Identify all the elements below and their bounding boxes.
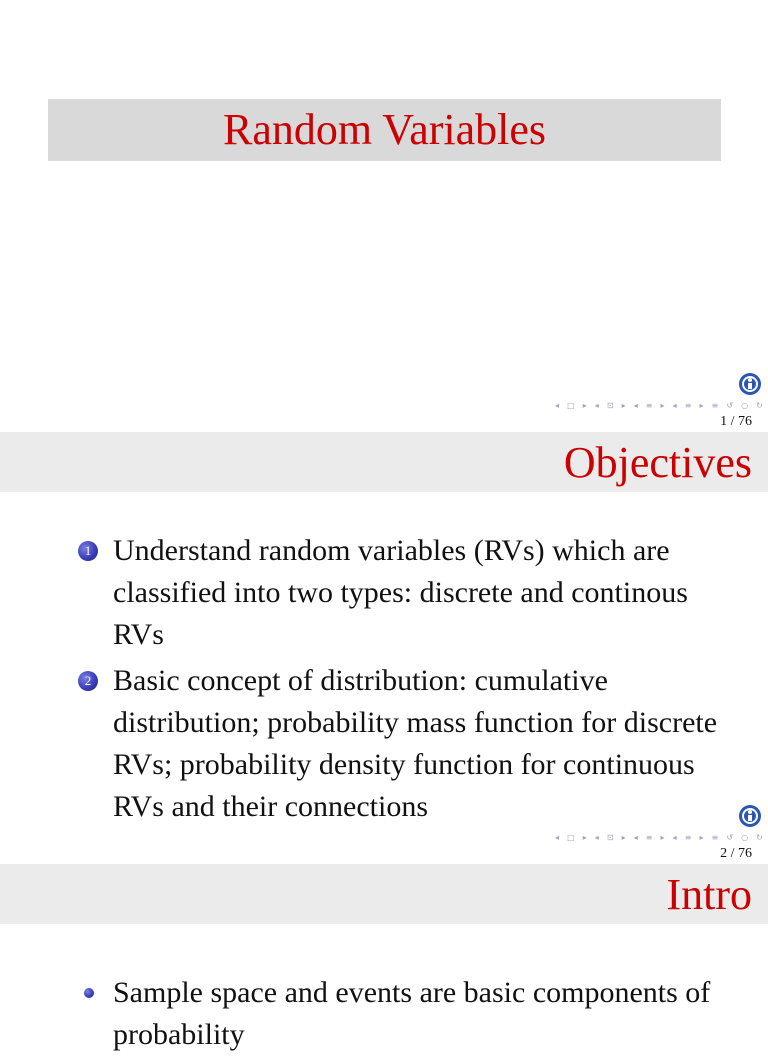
nav-prev-frame-icon[interactable]: ◂ xyxy=(594,833,599,842)
page-number: 1 / 76 xyxy=(720,414,752,429)
nav-section-icon[interactable]: ≡ xyxy=(684,833,692,842)
nav-slide-icon[interactable]: □ xyxy=(567,833,575,842)
nav-prev-slide-icon[interactable]: ◂ xyxy=(555,833,560,842)
frame-title-bar xyxy=(0,432,768,492)
slide-title-text: Random Variables xyxy=(222,105,547,154)
nav-slide-icon[interactable]: □ xyxy=(567,401,575,410)
nav-prev-subsection-icon[interactable]: ◂ xyxy=(633,833,638,842)
navigation-bar xyxy=(555,400,763,412)
nav-subsection-icon[interactable]: ≡ xyxy=(645,833,653,842)
nav-forward-icon[interactable]: ↻ xyxy=(756,401,763,410)
nav-frame-icon[interactable]: ⊡ xyxy=(606,401,614,410)
frame-title-bar xyxy=(0,864,768,924)
list-item-text: Sample space and events are basic components of probability xyxy=(113,976,711,1051)
slide-intro xyxy=(0,864,768,1051)
list-item xyxy=(78,660,738,828)
nav-frame-icon[interactable]: ⊡ xyxy=(606,833,614,842)
nav-next-frame-icon[interactable]: ▸ xyxy=(621,833,626,842)
nav-back-icon[interactable]: ↺ xyxy=(726,833,734,842)
university-logo-icon xyxy=(738,372,762,396)
nav-next-slide-icon[interactable]: ▸ xyxy=(582,401,587,410)
nav-back-icon[interactable]: ↺ xyxy=(726,401,734,410)
list-item xyxy=(78,530,738,656)
enumerate-number-icon: 1 xyxy=(78,541,98,561)
list-item-text: Understand random variables (RVs) which are classified into two types: discrete and continous RVs xyxy=(113,534,688,651)
nav-subsection-icon[interactable]: ≡ xyxy=(645,401,653,410)
nav-prev-frame-icon[interactable]: ◂ xyxy=(594,401,599,410)
nav-section-icon[interactable]: ≡ xyxy=(684,401,692,410)
frame-title: Intro xyxy=(666,870,752,919)
nav-next-subsection-icon[interactable]: ▸ xyxy=(660,833,665,842)
nav-next-subsection-icon[interactable]: ▸ xyxy=(660,401,665,410)
frame-title: Objectives xyxy=(563,438,752,487)
page-number: 2 / 76 xyxy=(720,846,752,861)
list-item xyxy=(80,972,740,1056)
nav-document-icon[interactable]: ≡ xyxy=(711,401,719,410)
nav-prev-slide-icon[interactable]: ◂ xyxy=(555,401,560,410)
university-logo-icon xyxy=(738,804,762,828)
slide-objectives xyxy=(0,432,768,864)
bullet-icon xyxy=(84,988,94,998)
nav-prev-section-icon[interactable]: ◂ xyxy=(672,401,677,410)
nav-search-icon[interactable]: ○ xyxy=(741,833,749,842)
nav-document-icon[interactable]: ≡ xyxy=(711,833,719,842)
navigation-bar xyxy=(555,832,763,844)
nav-next-frame-icon[interactable]: ▸ xyxy=(621,401,626,410)
slide-title xyxy=(0,0,768,432)
objectives-list xyxy=(78,530,738,832)
enumerate-number-icon: 2 xyxy=(78,671,98,691)
nav-search-icon[interactable]: ○ xyxy=(741,401,749,410)
nav-prev-section-icon[interactable]: ◂ xyxy=(672,833,677,842)
intro-list xyxy=(80,972,740,1056)
nav-next-section-icon[interactable]: ▸ xyxy=(699,833,704,842)
list-item-text: Basic concept of distribution: cumulative distribution; probability mass function for discrete RVs; probability density function for continuous RVs and their connections xyxy=(113,664,718,823)
nav-next-slide-icon[interactable]: ▸ xyxy=(582,833,587,842)
nav-prev-subsection-icon[interactable]: ◂ xyxy=(633,401,638,410)
nav-next-section-icon[interactable]: ▸ xyxy=(699,401,704,410)
title-box xyxy=(48,99,721,161)
nav-forward-icon[interactable]: ↻ xyxy=(756,833,763,842)
